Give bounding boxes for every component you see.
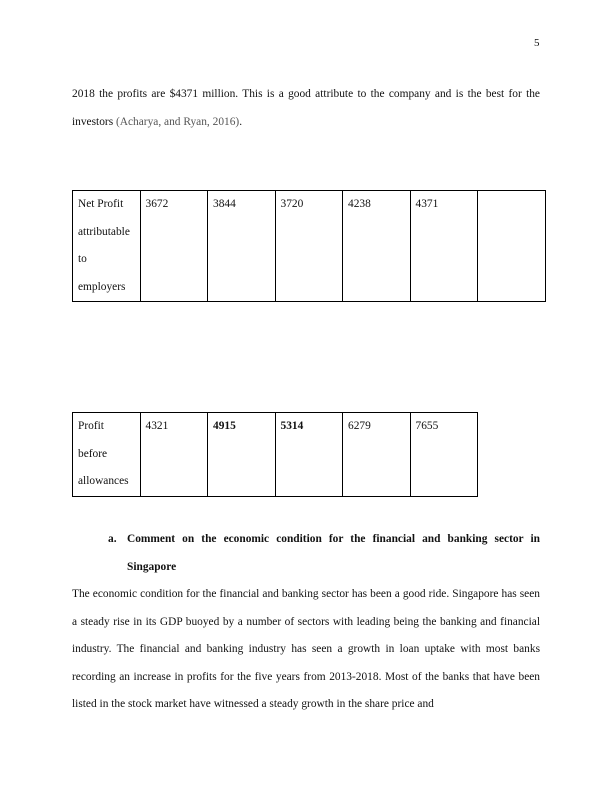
table-cell: 7655 bbox=[410, 413, 478, 497]
table-row-label: Profit before allowances bbox=[73, 413, 141, 497]
table-row-label: Net Profit attributable to employers bbox=[73, 191, 141, 302]
page-number: 5 bbox=[534, 37, 540, 49]
table-cell: 4371 bbox=[410, 191, 478, 302]
economic-condition-paragraph: The economic condition for the financial and banking sector has been a good ride. Singapore has seen a steady rise in its GDP buoyed by a number of sectors with leading being the banking and financial industry. The financial and banking industry has seen a growth in loan uptake with most banks recording an increase in profits for the five years from 2013-2018. Most of the banks that have been listed in the stock market have witnessed a steady growth in the share price and bbox=[72, 588, 540, 710]
table-row bbox=[73, 413, 478, 497]
intro-end: . bbox=[239, 115, 243, 128]
intro-paragraph bbox=[72, 81, 540, 136]
section-heading-text: Comment on the economic condition for the financial and banking sector in Singapore bbox=[127, 533, 540, 573]
net-profit-table bbox=[72, 190, 546, 302]
table-cell: 4238 bbox=[343, 191, 411, 302]
table-cell: 3720 bbox=[275, 191, 343, 302]
list-marker: a. bbox=[108, 533, 117, 545]
intro-text: 2018 the profits are $4371 million. This is a good attribute to the company and is the best for the investors bbox=[72, 88, 540, 128]
table-cell: 4321 bbox=[140, 413, 208, 497]
table-row bbox=[73, 191, 546, 302]
profit-before-allowances-table bbox=[72, 412, 478, 497]
intro-citation: (Acharya, and Ryan, 2016) bbox=[115, 115, 240, 128]
table-cell: 5314 bbox=[275, 413, 343, 497]
table-cell: 4915 bbox=[208, 413, 276, 497]
section-heading bbox=[108, 526, 540, 581]
table-cell-empty bbox=[478, 191, 546, 302]
table-cell: 6279 bbox=[343, 413, 411, 497]
table-cell: 3844 bbox=[208, 191, 276, 302]
table-cell: 3672 bbox=[140, 191, 208, 302]
